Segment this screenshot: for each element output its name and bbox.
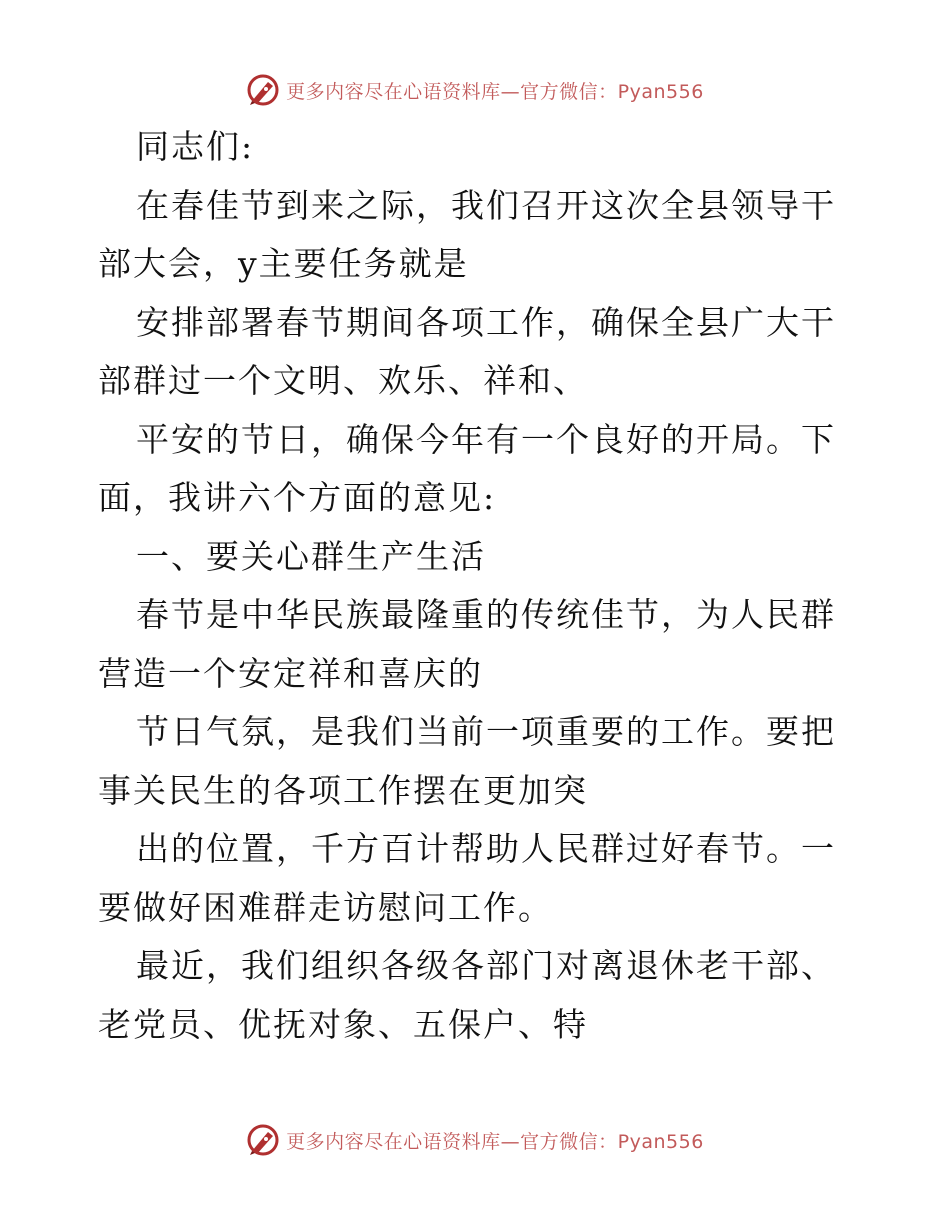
paragraph: 在春佳节到来之际，我们召开这次全县领导干部大会，y主要任务就是: [98, 185, 836, 283]
paragraph: 节日气氛，是我们当前一项重要的工作。要把事关民生的各项工作摆在更加突: [98, 712, 836, 810]
paragraph: 平安的节日，确保今年有一个良好的开局。下面，我讲六个方面的意见:: [98, 419, 836, 517]
paragraph: 出的位置，千方百计帮助人民群过好春节。一要做好困难群走访慰问工作。: [98, 829, 836, 927]
pen-logo-icon: [246, 1123, 280, 1157]
paragraph: 春节是中华民族最隆重的传统佳节，为人民群营造一个安定祥和喜庆的: [98, 595, 836, 693]
watermark-text: 更多内容尽在心语资料库—官方微信：Pyan556: [286, 1130, 704, 1153]
paragraph: 安排部署春节期间各项工作，确保全县广大干部群过一个文明、欢乐、祥和、: [98, 302, 836, 400]
paragraph-salutation: 同志们:: [136, 127, 255, 166]
pen-logo-icon: [246, 73, 280, 107]
section-heading: 一、要关心群生产生活: [136, 536, 486, 576]
paragraph: 最近，我们组织各级各部门对离退休老干部、老党员、优抚对象、五保户、特: [98, 946, 836, 1044]
document-body: [98, 118, 858, 1054]
watermark-text: 更多内容尽在心语资料库—官方微信：Pyan556: [286, 80, 704, 103]
footer-watermark: [0, 1120, 950, 1160]
header-watermark: [0, 70, 950, 110]
